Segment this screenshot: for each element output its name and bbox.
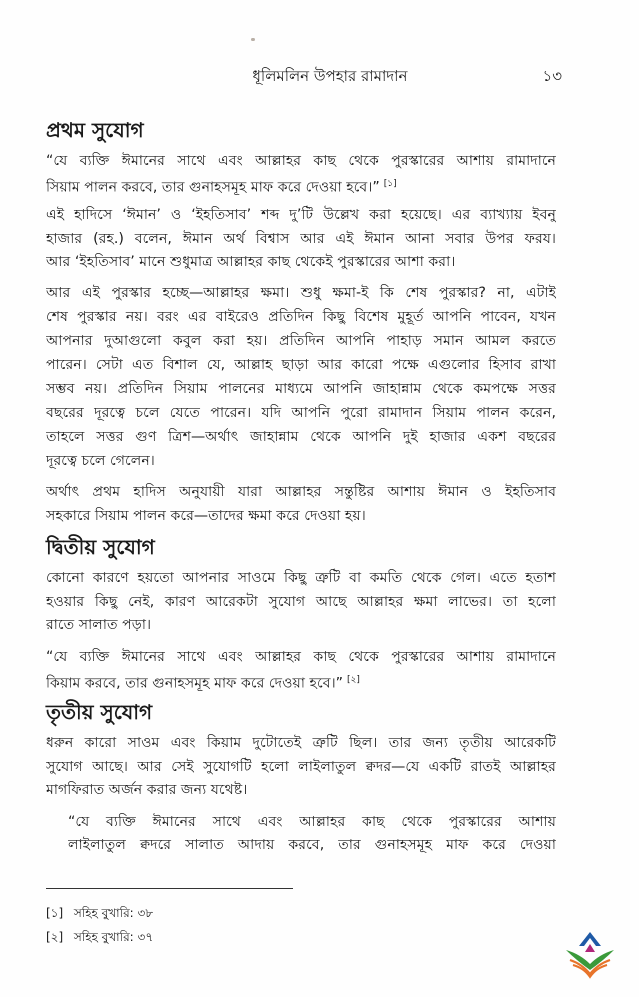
paragraph-line: আপনার দুআগুলো কবুল করা হয়। প্রতিদিন আপনি পাহাড় সমান আমল করতে — [46, 333, 556, 349]
running-header — [0, 64, 639, 88]
paragraph-line: সুযোগ আছে। আর সেই সুযোগটি হলো লাইলাতুল ক্বদর—যে একটি রাতই আল্লাহর — [46, 759, 556, 775]
paragraph-line: সম্ভব নয়। প্রতিদিন সিয়াম পালনের মাধ্যমে আপনি জাহান্নাম থেকে কমপক্ষে সত্তর — [46, 381, 556, 397]
footnote-2 — [46, 927, 153, 947]
footnote-number: [১] — [46, 906, 64, 920]
quote-text: সিয়াম পালন করবে, তার গুনাহসমূহ মাফ করে দেওয়া হবে।” — [46, 179, 380, 195]
paragraph-line: রাতে সালাত পড়া। — [46, 617, 152, 633]
paragraph-line: এই হাদিসে ‘ঈমান’ ও ‘ইহতিসাব’ শব্দ দু’টি উল্লেখ করা হয়েছে। এর ব্যাখ্যায় ইবনু — [46, 207, 556, 223]
paragraph-line: আর এই পুরস্কার হচ্ছে—আল্লাহর ক্ষমা। শুধু ক্ষমা-ই কি শেষ পুরস্কার? না, এটাই — [46, 285, 556, 301]
paragraph-line: মাগফিরাত অর্জন করার জন্য যথেষ্ট। — [46, 782, 248, 798]
paragraph-line: আর ‘ইহতিসাব’ মানে শুধুমাত্র আল্লাহর কাছ থেকেই পুরস্কারের আশা করা। — [46, 254, 456, 270]
paragraph-line: অর্থাৎ প্রথম হাদিস অনুযায়ী যারা আল্লাহর সন্তুষ্টির আশায় ঈমান ও ইহতিসাব — [46, 484, 556, 500]
paragraph-line: সহকারে সিয়াম পালন করে—তাদের ক্ষমা করে দেওয়া হয়। — [46, 508, 366, 524]
hadith-quote-2-line-2 — [46, 669, 556, 691]
paragraph-line: কোনো কারণে হয়তো আপনার সাওমে কিছু ত্রুটি বা কমতি থেকে গেল। এতে হতাশ — [46, 570, 556, 586]
section-heading-2: দ্বিতীয় সুযোগ — [46, 535, 155, 559]
hadith-quote-2-line-1: “যে ব্যক্তি ঈমানের সাথে এবং আল্লাহর কাছ থেকে পুরস্কারের আশায় রামাদানে — [46, 649, 556, 665]
footnote-ref-1[interactable]: [১] — [383, 179, 397, 189]
paragraph-line: বছরের দূরত্বে চলে যেতে পারেন। যদি আপনি পুরো রামাদান সিয়াম পালন করেন, — [46, 405, 556, 421]
footnote-text: সহিহ বুখারি: ৩৮ — [73, 906, 154, 920]
book-title: ধূলিমলিন উপহার রামাদান — [252, 67, 408, 85]
paragraph-line: ধরুন কারো সাওম এবং কিয়াম দুটোতেই ত্রুটি ছিল। তার জন্য তৃতীয় আরেকটি — [46, 735, 556, 751]
footnote-number: [২] — [46, 930, 64, 944]
footnote-divider — [46, 888, 293, 889]
logo-leaves — [566, 950, 614, 970]
section-heading-3: তৃতীয় সুযোগ — [46, 700, 153, 724]
footnote-ref-2[interactable]: [২] — [347, 675, 360, 685]
paragraph-line: শেষ পুরস্কার নয়। বরং এর বাইরেও প্রতিদিন কিছু বিশেষ মুহূর্ত আপনি পাবেন, যখন — [46, 309, 556, 325]
hadith-quote-1-line-2 — [46, 173, 556, 195]
paragraph-line: হাজার (রহ.) বলেন, ঈমান অর্থ বিশ্বাস আর এই ঈমান আনা সবার উপর ফরয। — [46, 231, 556, 247]
paragraph-line: দূরত্বে চলে গেলেন। — [46, 453, 155, 469]
paper-speck — [251, 38, 255, 41]
logo-arrow — [585, 944, 595, 952]
hadith-quote-3-line-1: “যে ব্যক্তি ঈমানের সাথে এবং আল্লাহর কাছ থেকে পুরস্কারের আশায় — [68, 814, 556, 830]
footnote-1 — [46, 903, 153, 923]
paragraph-line: তাহলে সত্তর গুণ ত্রিশ—অর্থাৎ জাহান্নাম থেকে আপনি দুই হাজার একশ বছরের — [46, 429, 556, 445]
logo-roof — [579, 932, 601, 946]
paragraph-line: পারেন। সেটা এত বিশাল যে, আল্লাহ ছাড়া আর কারো পক্ষে এগুলোর হিসাব রাখা — [46, 357, 556, 373]
hadith-quote-1-line-1: “যে ব্যক্তি ঈমানের সাথে এবং আল্লাহর কাছ থেকে পুরস্কারের আশায় রামাদানে — [46, 153, 556, 169]
publisher-logo-icon — [560, 928, 620, 980]
footnote-text: সহিহ বুখারি: ৩৭ — [73, 930, 154, 944]
hadith-quote-3-line-2: লাইলাতুল ক্বদরে সালাত আদায় করবে, তার গুনাহসমূহ মাফ করে দেওয়া — [68, 837, 556, 853]
quote-text: কিয়াম করবে, তার গুনাহসমূহ মাফ করে দেওয়া হবে।” — [46, 675, 344, 691]
paragraph-line: হওয়ার কিছু নেই, কারণ আরেকটা সুযোগ আছে আল্লাহর ক্ষমা লাভের। তা হলো — [46, 594, 556, 610]
section-heading-1: প্রথম সুযোগ — [46, 118, 144, 142]
page-number: ১৩ — [542, 67, 562, 85]
